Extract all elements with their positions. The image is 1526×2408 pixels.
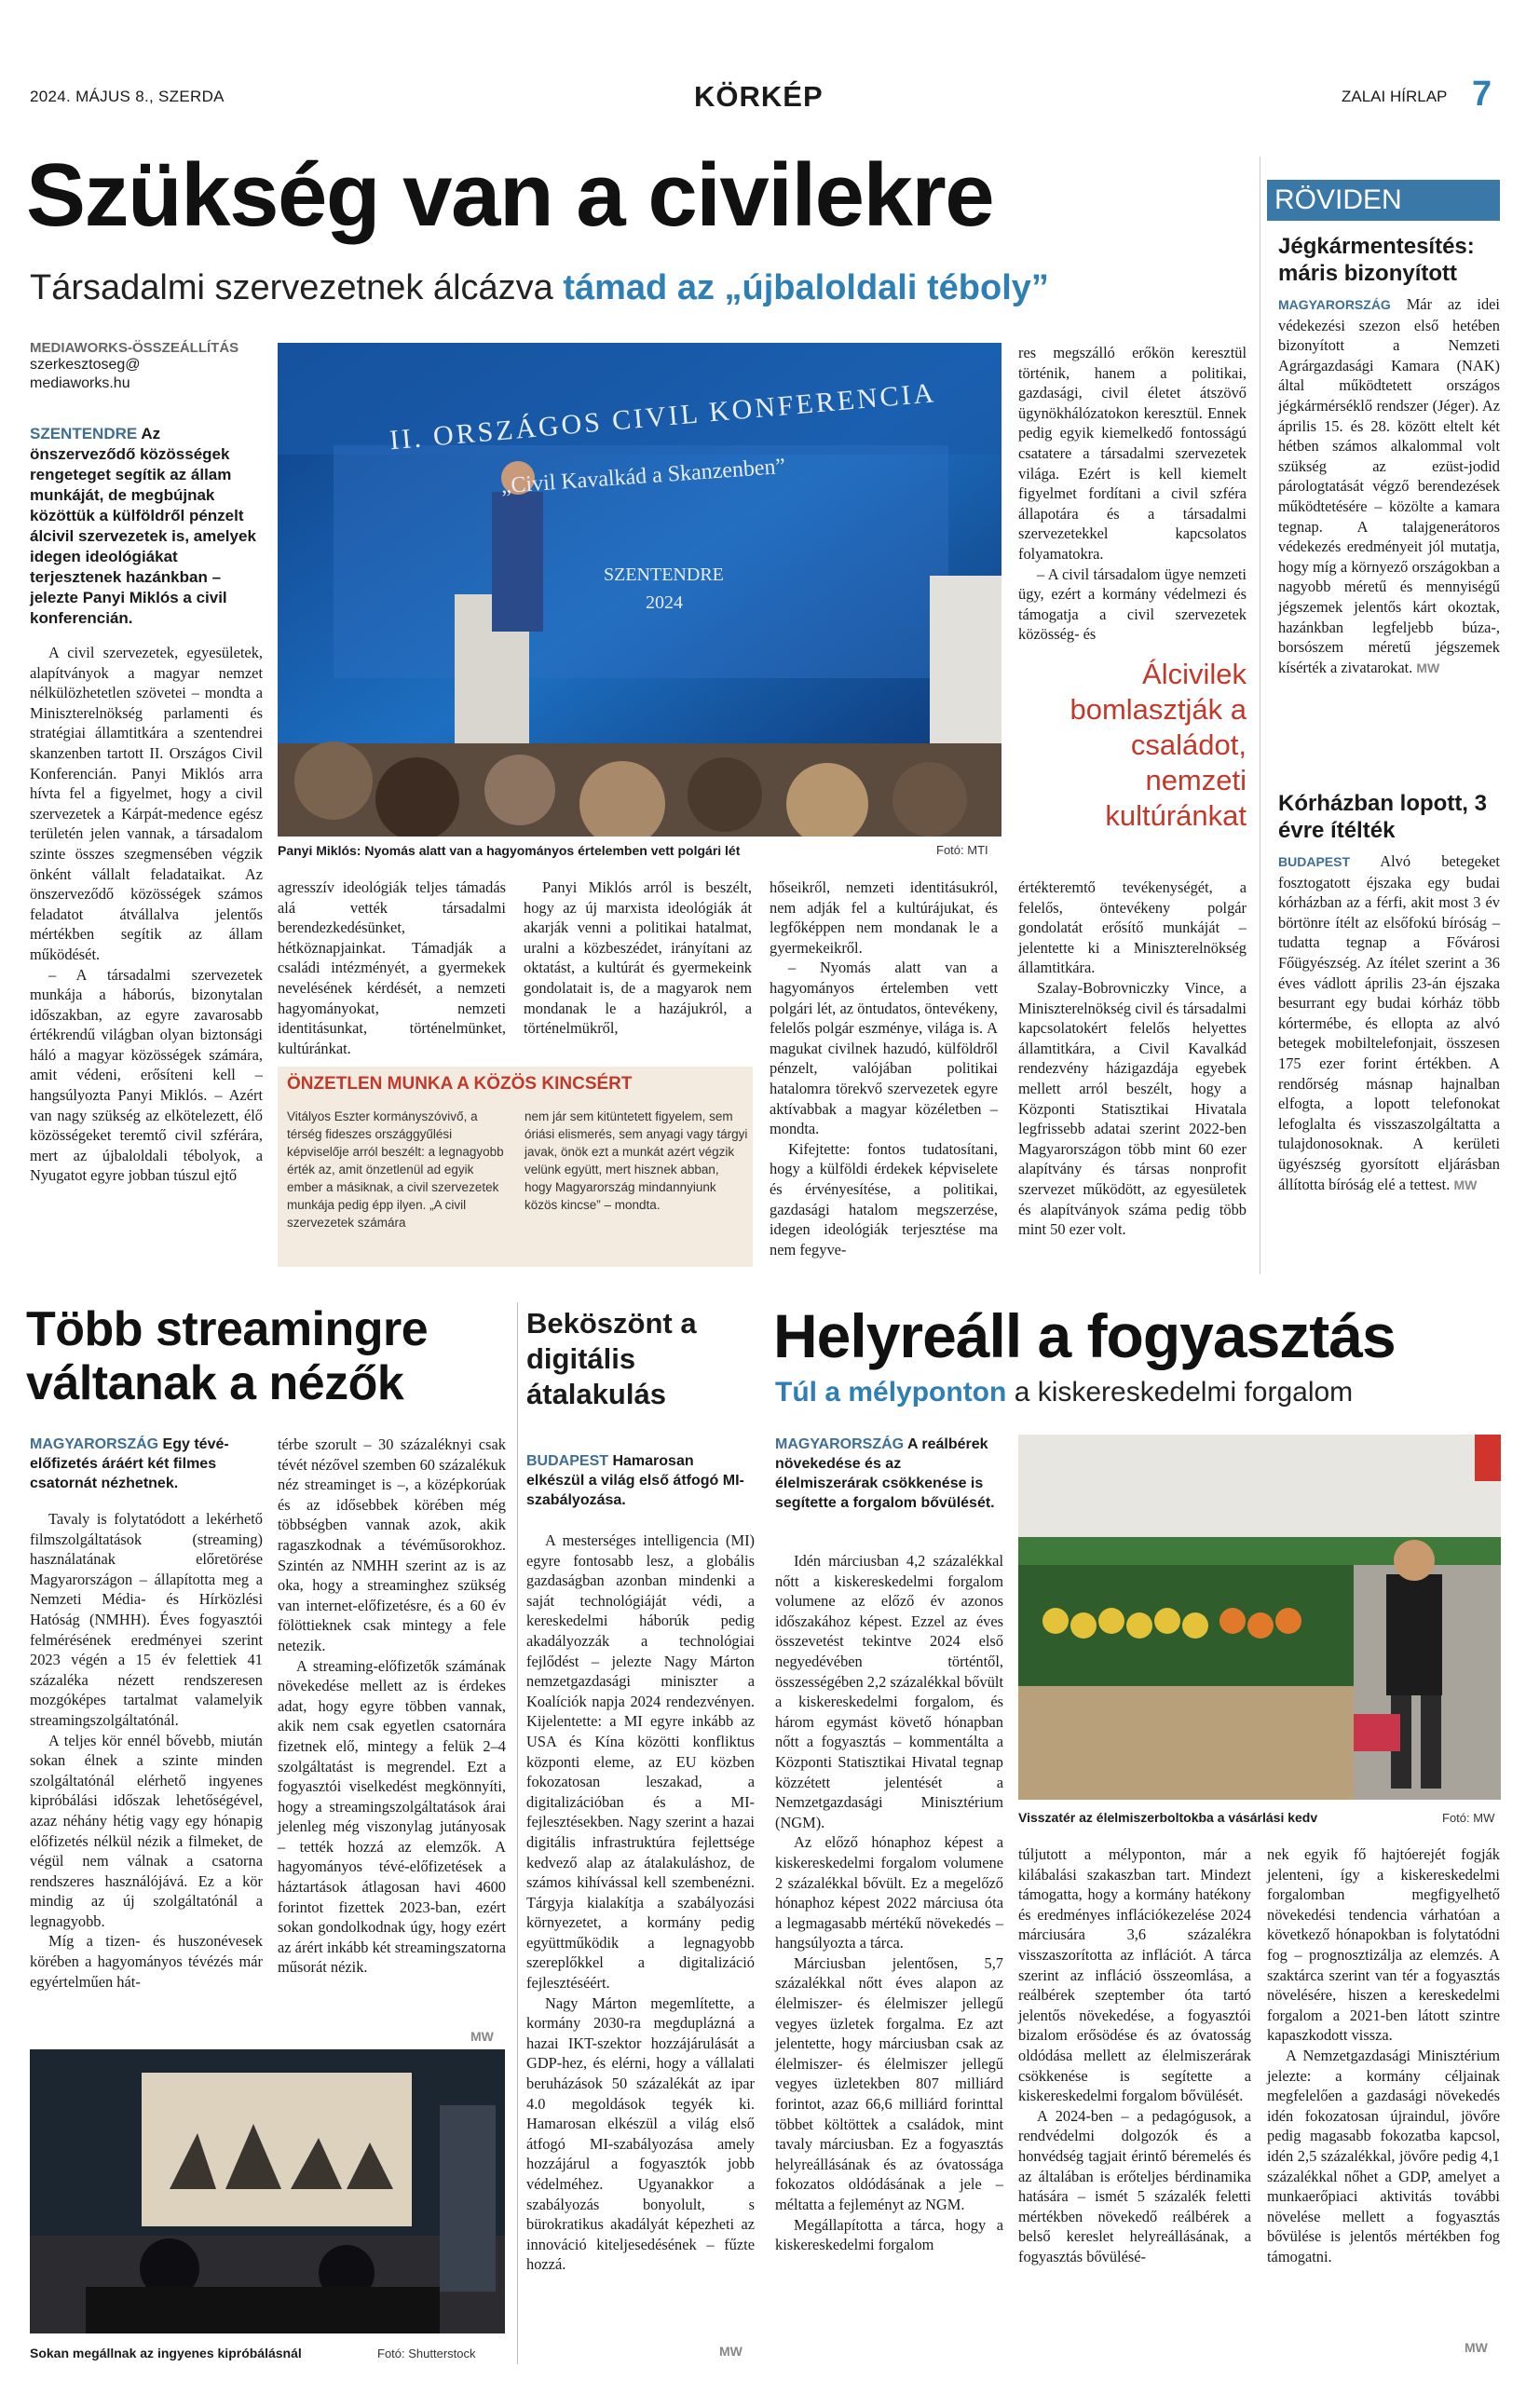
section-name: KÖRKÉP [694, 80, 824, 113]
paragraph: Kifejtette: fontos tudatosítani, hogy a külföldi érdekek képviselete és érvényesítése, a politikai, gazdasági hatalom megszerzése, idegen ideológiák terjesztése ma nem fegyve- [770, 1139, 998, 1258]
column-divider [517, 1302, 518, 2364]
photo-banner-line1: II. ORSZÁGOS CIVIL KONFERENCIA [388, 377, 938, 456]
paragraph: A 2024-ben – a pedagógusok, a rendvédelmi dolgozók és a honvédség tagjait érintő béremelés és az általában is erőteljes bérdinamika hatására – ismét 5 százalék feletti mértékben növekedő reálbérek a belső kereslet helyreállásának, a fogyasztás bővülésé- [1018, 2106, 1251, 2265]
digital-headline: Beköszönt a digitális átalakulás [526, 1307, 697, 1410]
lead-text: Hamarosan elkészül a világ első átfogó MI-szabályozása. [526, 1453, 744, 1508]
brief-2-dateline: BUDAPEST [1278, 854, 1351, 869]
box-title: ÖNZETLEN MUNKA A KÖZÖS KINCSÉRT [287, 1074, 633, 1094]
dateline: SZENTENDRE [30, 425, 138, 442]
subtitle-highlight: Túl a mélyponton [775, 1377, 1007, 1408]
consumption-signature: MW [1465, 2340, 1488, 2355]
brief-1-title: Jégkármentesítés: máris bizonyított [1278, 234, 1475, 286]
paragraph: Míg a tizen- és huszonévesek körében a hagyományos tévézés már egyértelműen hát- [30, 1932, 263, 1991]
dateline: BUDAPEST [526, 1453, 609, 1469]
conference-photo-caption: Panyi Miklós: Nyomás alatt van a hagyományos értelemben vett polgári lét [278, 843, 741, 858]
paragraph: – Nyomás alatt van a hagyományos értelemben vett polgári lét, az öntudatos, öntevékeny, felelős polgár eszménye, világa is. A magukat civilnek hazudó, külföldről pénzelt, valójában politikai hatalomra törekvő szervezetek egyre aktívabbak a magyar közéletben – mondta. [770, 959, 998, 1138]
box-column-2: nem jár sem kitüntetett figyelem, sem óriási elismerés, sem anyagi vagy tárgyi javak, önök ezt a munkát azért végzik velünk együtt, mert hisznek abban, hogy Magyarország mindannyiunk közös kincse” – mondta. [525, 1109, 748, 1212]
brief-2-signature: MW [1453, 1177, 1478, 1192]
paragraph: Idén márciusban 4,2 százalékkal nőtt a kiskereskedelmi forgalom volumene az előző év azonos időszakához képest. Ezzel az éves összevetést tekintve 2024 első negyedévében történtől, összességében 2,2 százalékkal bővült a kiskereskedelmi forgalom, és három egymást követő hónapban nőtt a fogyasztás – kommentálta a Központi Statisztikai Hivatal tegnap közzétett jelentését a Nemzetgazdasági Minisztérium (NGM). [775, 1552, 1003, 1831]
main-column-6 [1018, 877, 1247, 1240]
newspaper-name: ZALAI HÍRLAP [1342, 88, 1448, 105]
lead-text: Egy tévé-előfizetés áráért két filmes csatornát nézhetnek. [30, 1436, 229, 1491]
byline [30, 340, 263, 393]
streaming-photo-caption: Sokan megállnak az ingyenes kipróbálásnál [30, 2346, 302, 2360]
photo-banner-line4: 2024 [646, 592, 683, 613]
paragraph: – A társadalmi szervezetek munkája a háborús, bizonytalan időszakban, az egyre zavarosabb értékrendű világban olyan biztonsági háló a magyar közösségek számára, amit védeni, erősíteni kell – hangsúlyozta Panyi Miklós. – Azért van nagy szükség az elkötelezett, élő közösségeket teremtő civil szférára, mert az újbaloldali tébolyok, a Nyugatot egyre jobban túszul ejtő [30, 965, 263, 1185]
consumption-subtitle [775, 1377, 1353, 1408]
brief-2-title: Kórházban lopott, 3 évre ítélték [1278, 791, 1487, 843]
main-column-1 [30, 643, 263, 1186]
streaming-photo-credit: Fotó: Shutterstock [377, 2347, 476, 2360]
paragraph: A civil szervezetek, egyesületek, alapítványok a magyar nemzet nélkülözhetetlen szövetei – mondta a Miniszterelnökség parlamenti és stratégiai államtitkára a szentendrei skanzenben tartott II. Országos Civil Konferencián. Panyi Miklós arra hívta fel a figyelmet, hogy a civil szervezetek a Kárpát-medence egész területén jelen vannak, a társadalom szinte összes szegmensében végzik önként vállalt feladataikat. Az önszerveződő közösségek számos feladatot átvállalva jelentős mértékben segítik az állam működését. [30, 644, 263, 963]
issue-date: 2024. MÁJUS 8., SZERDA [30, 88, 225, 105]
main-subtitle [30, 268, 1049, 308]
paragraph: Szalay-Bobrovniczky Vince, a Miniszterelnökség civil és társadalmi kapcsolatokért felelős helyettes államtitkára, a Civil Kavalkád rendezvény házigazdája egyebek mellett arról beszélt, hogy a Központi Statisztikai Hivatala legfrissebb adatai szerint 2022-ben Magyarországon több mint 60 ezer alapítvány és társas nonprofit szervezet működött, az egyesületek és alapítványok száma pedig több mint 50 ezer volt. [1018, 978, 1247, 1239]
brief-1-signature: MW [1416, 660, 1440, 675]
digital-body [526, 1531, 755, 2275]
main-lead [30, 424, 263, 629]
paragraph: res megszálló erőkön keresztül történik, hanem a politikai, gazdasági, civil életet átszövő ügynökhálózatokon keresztül. Ennek pedig egyik kiemelkedő fontosságú csatatere a társadalmi szervezetek világa. Ezért is kell kiemelt figyelmet fordítani a civil szféra állapotára és a társadalmi szervezetekkel kapcsolatos folyamatokra. [1018, 344, 1247, 563]
stream-signature: MW [470, 2029, 494, 2044]
paragraph: Márciusban jelentősen, 5,7 százalékkal nőtt éves alapon az élelmiszer- és élelmiszer jellegű vegyes üzletek forgalma. Ez azt jelentette, hogy márciusban csak az élelmiszer- és élelmiszer jellegű vegyes üzletekben 807 milliárd forintot, azaz 66,6 milliárd forinttal többet költöttek a családok, mint tavaly márciusban. Ez a fogyasztás helyreállásának és az óvatossága fokozatos oldódásának a jele – méltatta a fejleményt az NGM. [775, 1953, 1003, 2213]
subtitle-plain: a kiskereskedelmi forgalom [1014, 1377, 1354, 1408]
lead-text: Az önszerveződő közösségek rengeteget segítik az állam munkáját, de megbújnak közöttük a külföldről pénzelt álcivil szervezetek is, amelyek idegen ideológiákat terjesztenek hazánkban – jelezte Panyi Miklós a civil konferencián. [30, 425, 256, 627]
main-column-2 [278, 877, 506, 1058]
brief-1-text [1278, 294, 1500, 678]
byline-email-1[interactable]: szerkesztoseg@ [30, 357, 141, 373]
brief-2-body: Alvó betegeket fosztogatott éjszaka egy budai kórházban az a férfi, akit most 3 év börtönre ítélt az elsőfokú bíróság – tudatta tegnap a Fővárosi Főügyészség. Az ítélet szerint a 36 éves vádlott április 23-án éjszaka besurrant egy budai kórház több kórtermébe, és ellopta az alvó betegek mobiltelefonjait, összesen 175 ezer forint értékben. A rendőrség másnap hajnalban elfogta, a lopott telefonokat lefoglalta és visszaszolgáltatta a tulajdonosoknak. A kerületi ügyészség gyorsított eljárásban állította bíróság elé a tettest. [1278, 852, 1500, 1193]
paragraph: Tavaly is folytatódott a lekérhető filmszolgáltatások (streaming) használatának előretörése Magyarországon – állapította meg a Nemzeti Média- és Hírközlési Hatóság (NMHH). Éves fogyasztói felmérésének eredményei szerint 2023 végén a 15 év felettiek 41 százaléka nézett rendszeresen mozgóképes tartalmat valamelyik streamingszolgáltatónál. [30, 1510, 263, 1729]
conference-photo [278, 343, 1001, 837]
paragraph: Megállapította a tárca, hogy a kiskereskedelmi forgalom [775, 2215, 1003, 2254]
subtitle-plain: Társadalmi szervezetnek álcázva [30, 268, 553, 307]
brief-1-dateline: MAGYARORSZÁG [1278, 297, 1391, 312]
paragraph: A Nemzetgazdasági Minisztérium jelezte: a kormány céljainak megfelelően a gazdasági növekedés idén fokozatosan újraindul, jövőre pedig magasabb fokozatba kapcsol, idén 2,5 százalékkal, jövőre pedig 4,1 százalékkal nőhet a GDP, amelyet a munkaerőpiaci aktivitás további növelése mellett a fogyasztás bővülése is jelentős mértékben fog támogatni. [1267, 2046, 1500, 2265]
consumption-column-1 [775, 1551, 1003, 2255]
byline-org: MEDIAWORKS-ÖSSZEÁLLÍTÁS [30, 340, 239, 356]
dateline: MAGYARORSZÁG [30, 1436, 159, 1452]
paragraph: Az előző hónaphoz képest a kiskereskedelmi forgalom volumene 2 százalékkal bővült. Ez a megelőző hónaphoz képest 2022 márciusa óta a legmagasabb mértékű növekedés – hangsúlyozta a tárca. [775, 1833, 1003, 1952]
paragraph: A mesterséges intelligencia (MI) egyre fontosabb lesz, a globális gazdaságban azonban mindenki a saját technológiáját védi, a kereskedelmi háborúk pedig akadályozzák a technológiai fejlődést – jelezte Nagy Márton nemzetgazdasági miniszter a Koalíciók napja 2024 rendezvényen. Kijelentette: a MI egyre inkább az USA és Kína közötti konfliktus központi eleme, az EU közben fokozatosan leszakad, a digitalizációban és a MI-fejlesztésekben. Nagy szerint a hazai digitális infrastruktúra fejlettsége kedvező alap az átalakuláshoz, de számos kihívással kell szembenézni. Tárgyja kialakítja a szabályozási környezetet, a kormány pedig együttműködik a legnagyobb szereplőkkel a digitalizáció fejlesztéséért. [526, 1531, 755, 1993]
main-headline: Szükség van a civilekre [26, 145, 994, 245]
paragraph: A streaming-előfizetők számának növekedése mellett az is érdekes adat, hogy egyre többen vannak, akik nem csak egyetlen csatornára fizetnek elő, mintegy a felük 2–4 szolgáltatást is megrendel. Ezt a fogyasztói viselkedést megkönnyíti, hogy a streamingszolgáltatások árai jelenleg még viszonylag jutányosak – tették hozzá az elemzők. A hagyományos tévé-előfizetések a háztartások átlagosan havi 4600 forintot fizettek 2023-ban, ezért sokan gondolkodnak úgy, hogy ezért az árért inkább két streamingszatorna műsorát nézik. [278, 1656, 506, 1977]
stream-lead [30, 1435, 263, 1493]
paragraph: nek egyik fő hajtóerejét fogják jelenteni, így a kiskereskedelmi forgalomban megfigyelhető növekedési tendencia várhatóan a következő hónapokban is folytatódni fog – prognosztizálja az elemzés. A szaktárca szerint van tér a fogyasztás növelésére, hiszen a kereskedelmi forgalom a 2021-ben látott szintre kapaszkodott vissza. [1267, 1845, 1500, 2045]
main-column-4 [770, 877, 998, 1259]
paragraph: hőseikről, nemzeti identitásukról, nem adják fel a kultúrájukat, és legfőképpen nem mondanak le a gyermekeikről. [770, 878, 998, 957]
paragraph: túljutott a mélyponton, már a kilábalási szakaszban tart. Mindezt támogatta, hogy a kormány hatékony és eredményes inflációkezelése 2024 márciusára 3,6 százalékra visszaszorította az inflációt. A tárca szerint az infláció összeomlása, a reálbérek szeptember óta tartó jelentős növekedése, a fogyasztói bizalom erősödése és az óvatosság oldódása mellett az élelmiszerárak csökkenése is segítette a kiskereskedelmi forgalom bővülését. [1018, 1845, 1251, 2105]
page-number: 7 [1472, 75, 1492, 114]
main-column-5 [1018, 343, 1247, 645]
consumption-lead [775, 1435, 1003, 1513]
pull-quote: Álcivilek bomlasztják a családot, nemzeti kultúránkat [1070, 658, 1247, 832]
main-column-3 [524, 877, 752, 1039]
stream-column-1 [30, 1509, 263, 1992]
box-column-1: Vitályos Eszter kormányszóvivő, a térség fideszes országgyűlési képviselője arról beszélt: a legnagyobb érték az, amit önzetlenül ad egyik ember a másiknak, a civil szervezetek munkája pedig épp ilyen. „A civil szervezetek számára [287, 1109, 504, 1230]
supermarket-photo [1018, 1435, 1501, 1800]
digital-signature: MW [719, 2344, 743, 2359]
consumption-column-3 [1267, 1844, 1500, 2266]
brief-1-body: Már az idei védekezési szezon első hetében bizonyított a Nemzeti Agrárgazdasági Kamara (NAK) által működtetett országos jégkármérséklő rendszer (Jéger). Az április 15. és 28. között eltelt két hétben számos alkalommal volt szükség az ezüst-jodid párologtatását végző berendezések működtetésére – közölte a kamara tegnap. A talajgenerátoros védekezés eredményeit jól mutatja, hogy míg a környező országokban a nagyobb méretű és mennyiségű jégszemek jelentős kárt okoztak, hazánkban legfeljebb búza-, borsószem méretű jégszemek kísérték a zivatarokat. [1278, 295, 1500, 676]
consumption-headline: Helyreáll a fogyasztás [773, 1301, 1396, 1370]
streaming-photo [30, 2049, 505, 2333]
dateline: MAGYARORSZÁG [775, 1436, 905, 1452]
brief-label: RÖVIDEN [1267, 180, 1500, 221]
consumption-column-2 [1018, 1844, 1251, 2266]
paragraph: Panyi Miklós arról is beszélt, hogy az új marxista ideológiák át akarják venni a politikai hatalmat, uralni a közbeszédet, irányítani az oktatást, a kultúrát és gyermekeink gondolatait is, de a magyarok nem mondanak le a hazájukról, a történelmükről, [524, 878, 752, 1038]
stream-column-2 [278, 1435, 506, 1978]
supermarket-photo-caption: Visszatér az élelmiszerboltokba a vásárlási kedv [1018, 1810, 1318, 1825]
lead-text: A reálbérek növekedése és az élelmiszerárak csökkenése is segítette a forgalom bővülését. [775, 1436, 995, 1511]
digital-lead [526, 1451, 755, 1510]
photo-banner-line2: „Civil Kavalkád a Skanzenben” [499, 454, 786, 499]
paragraph: térbe szorult – 30 százaléknyi csak tévét nézővel szemben 60 százalékuk néz streaminget is –, a középkorúak és az idősebbek körében még többségben vannak azok, akik ragaszkodnak a tévéműsorokhoz. Szintén az NMHH szerint az is az oka, hogy a streaminghez szükség van internet-előfizetésre, és a 60 év fölöttieknek csak mintegy a fele netezik. [278, 1435, 506, 1654]
byline-email-2[interactable]: mediaworks.hu [30, 375, 130, 391]
stream-headline: Több streamingre váltanak a nézők [26, 1302, 429, 1410]
photo-banner-line3: SZENTENDRE [604, 565, 724, 585]
paragraph: agresszív ideológiák teljes támadás alá vették társadalmi berendezkedésünket, hétköznapjainkat. Támadják a családi intézményét, a gyermekek nevelésének kérdését, a nemzeti hagyományokat, nemzeti identitásunkat, történelmünket, kultúránkat. [278, 878, 506, 1057]
paragraph: – A civil társadalom ügye nemzeti ügy, ezért a kormány védelmezi és támogatja a civil szervezetek közösség- és [1018, 565, 1247, 644]
paragraph: A teljes kör ennél bővebb, miután sokan élnek a szinte minden szolgáltatónál elérhető ingyenes kipróbálási időszak lehetőségével, azaz néhány hétig vagy egy hónapig előfizetés nélkül nézik a filmeket, de végül nem válnak a csatorna rendszeres használójává. Ez a kör mindig az új szolgáltatónál a legnagyobb. [30, 1731, 263, 1930]
sidebar-box [278, 1067, 753, 1267]
subtitle-highlight: támad az „újbaloldali téboly” [563, 268, 1049, 307]
paragraph: értékteremtő tevékenységét, a felelős, öntevékeny polgár gondolatát erősítő munkáját – jelentette ki a Miniszterelnökség államtitkára. [1018, 878, 1247, 977]
supermarket-photo-credit: Fotó: MW [1442, 1811, 1495, 1825]
conference-photo-credit: Fotó: MTI [936, 843, 988, 857]
paragraph: Nagy Márton megemlítette, a kormány 2030-ra megduplázná a hazai IKT-szektor hozzájárulását a GDP-hez, és elérni, hogy a vállalati beruházások 50 százalékát az ipar 4.0 megoldások tegyék ki. Hamarosan elkészül a világ első átfogó MI-szabályozása amely hozzájárul a fogyasztók jobb védelméhez. Ugyanakkor a szabályozás bonyolult, s bürokratikus akadályát képezheti az innováció kiteljesedésének – fűzte hozzá. [526, 1993, 755, 2274]
brief-2-text [1278, 851, 1500, 1195]
